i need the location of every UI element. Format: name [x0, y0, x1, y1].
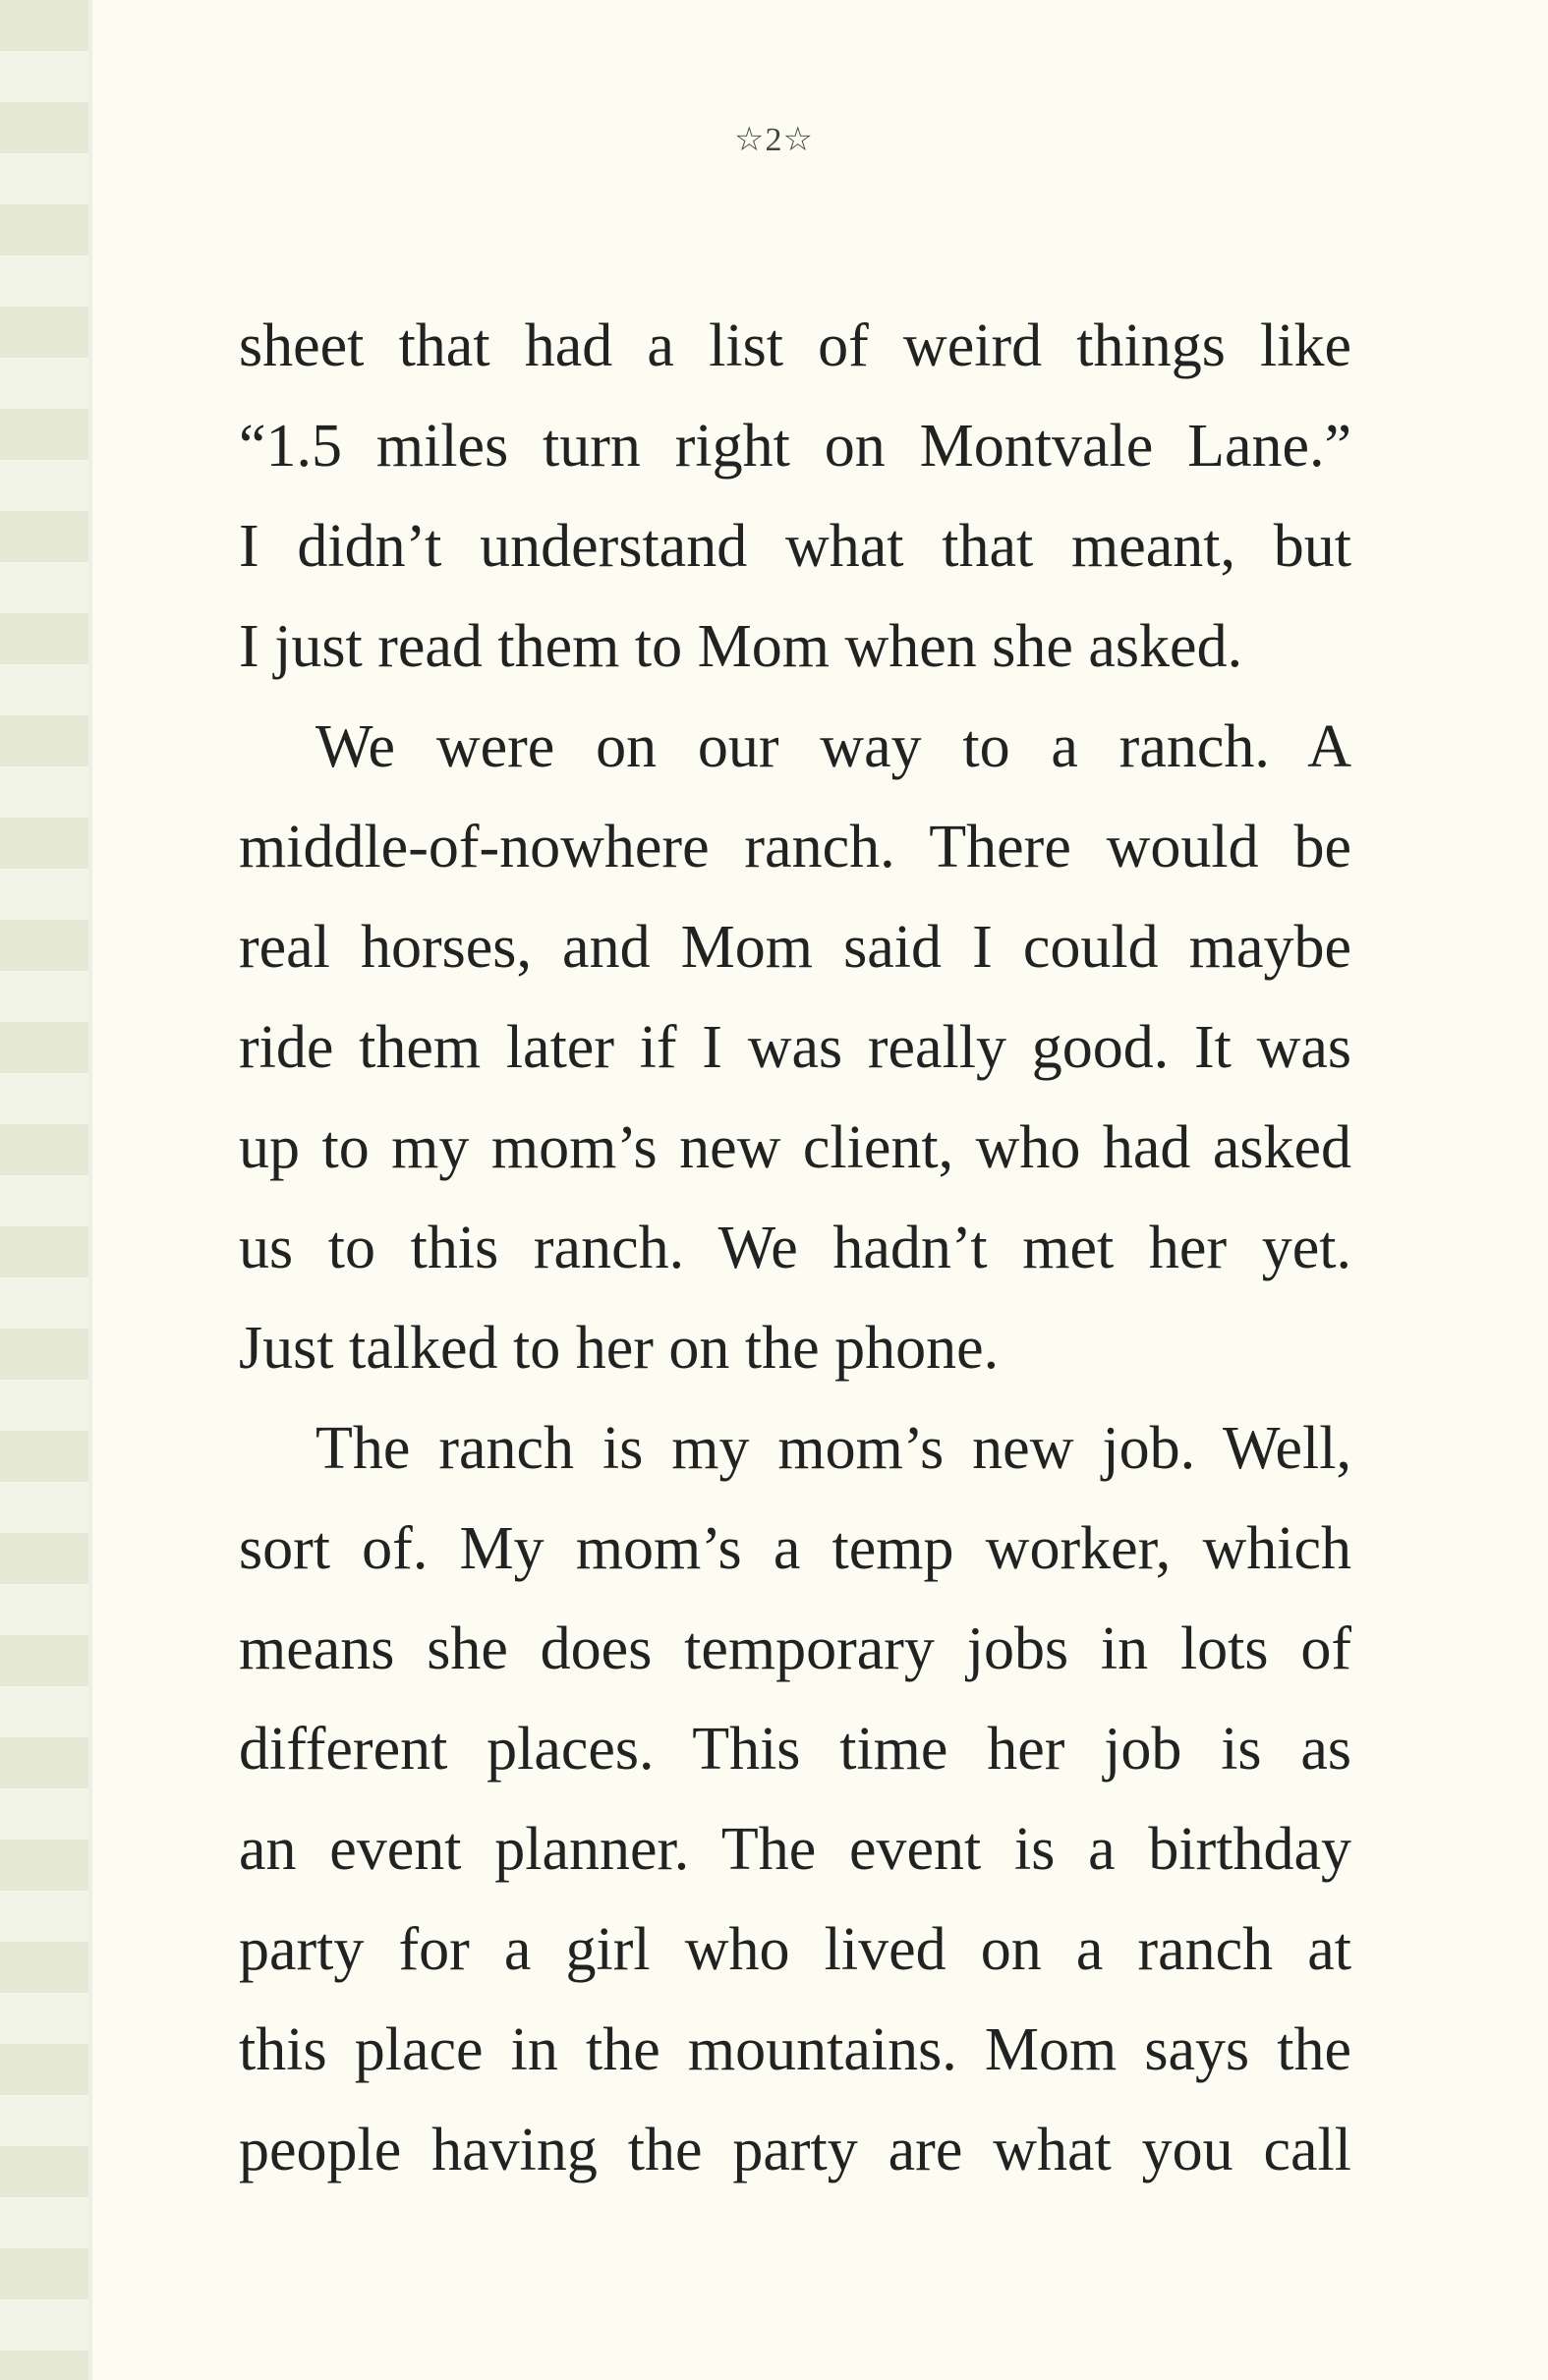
- text-line: means she does temporary jobs in lots of: [239, 1615, 1351, 1682]
- text-line: The ranch is my mom’s new job. Well,: [315, 1415, 1351, 1482]
- text-line: Just talked to her on the phone.: [239, 1315, 1000, 1382]
- text-line: middle-of-nowhere ranch. There would be: [239, 814, 1351, 880]
- text-line: I didn’t understand what that meant, but: [239, 513, 1351, 580]
- text-line: I just read them to Mom when she asked.: [239, 613, 1243, 680]
- text-line: an event planner. The event is a birthday: [239, 1816, 1351, 1883]
- text-line: real horses, and Mom said I could maybe: [239, 914, 1351, 981]
- text-line: sort of. My mom’s a temp worker, which: [239, 1515, 1351, 1582]
- page-number: ☆2☆: [734, 122, 814, 158]
- text-line: people having the party are what you call: [239, 2117, 1351, 2183]
- text-line: us to this ranch. We hadn’t met her yet.: [239, 1215, 1351, 1281]
- text-line: “1.5 miles turn right on Montvale Lane.”: [239, 413, 1351, 480]
- text-line: up to my mom’s new client, who had asked: [239, 1114, 1351, 1181]
- text-line: sheet that had a list of weird things like: [239, 312, 1351, 379]
- text-line: different places. This time her job is as: [239, 1716, 1351, 1783]
- spine-shadow: [0, 0, 88, 2380]
- body-text: [239, 311, 1351, 2215]
- text-line: this place in the mountains. Mom says the: [239, 2016, 1351, 2083]
- text-line: We were on our way to a ranch. A: [315, 713, 1351, 780]
- text-line: ride them later if I was really good. It was: [239, 1014, 1351, 1081]
- text-line: party for a girl who lived on a ranch at: [239, 1916, 1351, 1983]
